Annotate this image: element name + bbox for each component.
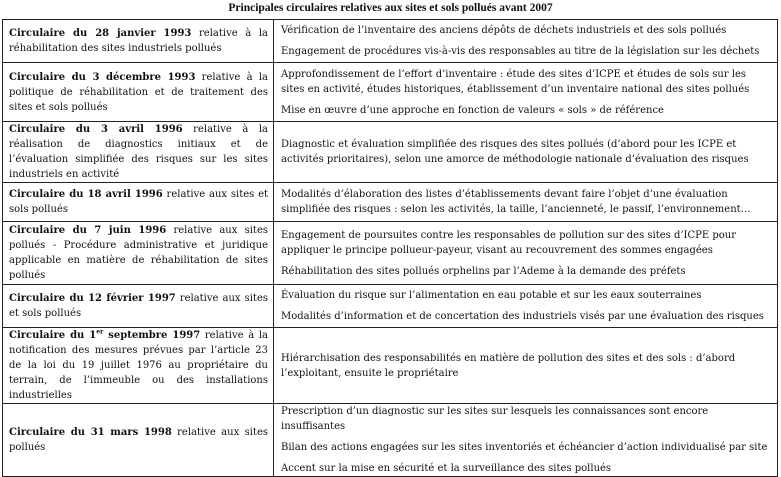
circular-name: Circulaire du 3 décembre 1993 [9,71,196,83]
content-item: Prescription d’un diagnostic sur les sites sur lesquels les connaissances sont encore insuffisantes [281,406,709,432]
ordinal-suffix: er [96,328,104,336]
circular-content-cell [274,183,778,222]
table-row [3,404,778,477]
circular-content-cell [274,328,778,404]
circular-title-cell [3,122,274,183]
table-row [3,122,778,183]
circulars-table [2,19,778,477]
circular-content-cell [274,285,778,328]
content-item: Engagement de poursuites contre les responsables de pollution sur des sites d’ICPE pour appliquer le principe pollueur-payeur, visant au recouvrement des sommes engagées [281,229,736,256]
circular-title-cell [3,20,274,63]
circular-content-cell [274,404,778,477]
circular-title-cell [3,183,274,222]
content-item: Modalités d’information et de concertation des industriels visés par une évaluation des risques [281,311,764,322]
table-row [3,20,778,63]
circular-subject: relative à la réhabilitation des sites industriels pollués [9,28,268,54]
content-item: Mise en œuvre d’une approche en fonction de valeurs « sols » de référence [281,104,664,116]
content-item: Accent sur la mise en sécurité et la surveillance des sites pollués [281,463,612,474]
circular-title-cell [3,404,274,477]
circular-name-cont: septembre 1997 [103,330,201,341]
circular-subject: relative à la réalisation de diagnostics initiaux et de l’évaluation simplifiée des risques sur les sites industriels en activité [9,124,268,180]
table-row [3,222,778,285]
circular-title-cell [3,63,274,122]
circular-title-cell [3,328,274,404]
circular-name: Circulaire du 18 avril 1996 [9,189,163,200]
table-row [3,328,778,404]
content-item: Modalités d’élaboration des listes d’établissements devant faire l’objet d’une évaluation simplifiée des risques : selon les activités, la taille, l’ancienneté, le passif, l’environnement… [281,189,751,215]
circular-subject: relative à la notification des mesures prévues par l’article 23 de la loi du 19 juillet 1976 au propriétaire du terrain, de l’immeuble ou des installations industrielles [9,330,268,401]
circular-name: Circulaire du 12 février 1997 [9,293,176,304]
circular-content-cell [274,122,778,183]
content-item: Bilan des actions engagées sur les sites inventoriés et échéancier d’action individualisé par site [281,442,768,453]
content-item: Engagement de procédures vis-à-vis des responsables au titre de la législation sur les déchets [281,46,760,57]
content-item: Réhabilitation des sites pollués orphelins par l’Ademe à la demande des préfets [281,265,686,277]
table-title: Principales circulaires relatives aux sites et sols pollués avant 2007 [228,2,553,14]
content-item: Évaluation du risque sur l’alimentation en eau potable et sur les eaux souterraines [281,290,702,301]
circular-name: Circulaire du 1 [9,330,97,341]
content-item: Hiérarchisation des responsabilités en matière de pollution des sites et des sols : d’abord l’exploitant, ensuite le propriétaire [281,352,736,379]
circular-title-cell [3,222,274,285]
circular-content-cell [274,222,778,285]
circular-name: Circulaire du 28 janvier 1993 [9,28,192,39]
table-row [3,63,778,122]
circular-subject: relative à la politique de réhabilitation et de traitement des sites et sols pollués [9,71,268,113]
content-item: Approfondissement de l’effort d’inventaire : étude des sites d’ICPE et études de sols sur les sites en activité, études historiques, établissement d’un inventaire national des sites pollués [281,68,750,95]
table-row [3,285,778,328]
circular-title-cell [3,285,274,328]
content-item: Vérification de l’inventaire des anciens dépôts de déchets industriels et des sols pollués [281,25,727,36]
circular-subject: relative aux sites et sols pollués [9,189,269,215]
circular-name: Circulaire du 3 avril 1996 [9,124,183,135]
circular-subject: relative aux sites pollués [9,427,268,453]
circular-content-cell [274,20,778,63]
circular-name: Circulaire du 31 mars 1998 [9,427,172,438]
circular-subject: relative aux sites pollués - Procédure administrative et juridique applicable en matière de réhabilitation de sites pollués [9,225,269,281]
circular-content-cell [274,63,778,122]
content-item: Diagnostic et évaluation simplifiée des risques des sites pollués (d’abord pour les ICPE et activités prioritaires), selon une amorce de méthodologie nationale d’évaluation des risques [281,139,749,165]
circular-subject: relative aux sites et sols pollués [9,293,268,319]
circular-name: Circulaire du 7 juin 1996 [9,225,167,236]
table-row [3,183,778,222]
